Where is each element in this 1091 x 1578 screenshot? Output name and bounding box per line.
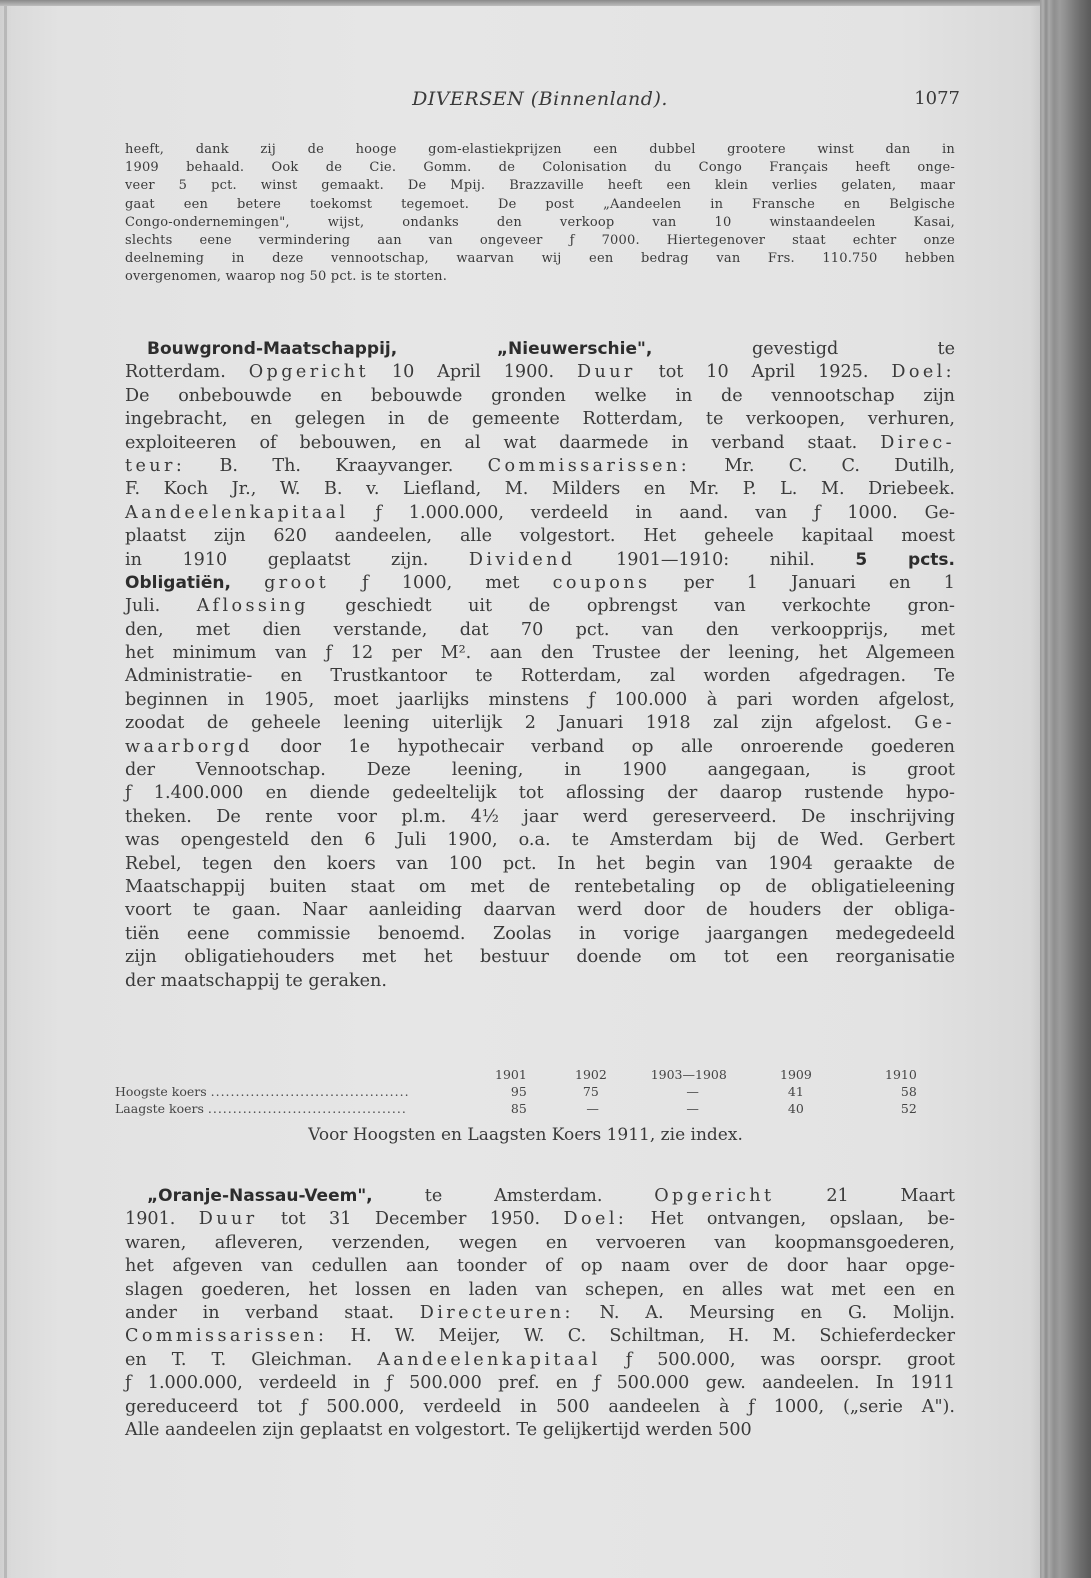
text-run: ƒ 1.400.000 en diende gedeeltelijk tot aflossing der daarop rustende hypo- (125, 783, 955, 804)
company-name: Bouwgrond-Maatschappij, „Nieuwerschie", (147, 339, 752, 359)
text-run: plaatst zijn 620 aandeelen, alle volgestort. Het geheele kapitaal moest (125, 526, 955, 547)
text-run: ƒ 1.000.000, verdeeld in ƒ 500.000 pref. en ƒ 500.000 gew. aandeelen. In 1911 (125, 1373, 955, 1394)
bold-heading: Obligatiën, (125, 572, 231, 593)
page-top-edge (0, 0, 1091, 6)
text-line (125, 1185, 955, 1208)
spaced-keyword: Direc- (880, 432, 955, 453)
text-line (125, 1232, 955, 1255)
text-run: beginnen in 1905, moet jaarlijks minstens ƒ 100.000 à pari worden afgelost, (125, 689, 955, 710)
text-line (125, 432, 955, 455)
text-line (125, 899, 955, 922)
text-run (231, 573, 264, 593)
company-name: „Oranje-Nassau-Veem", (147, 1186, 425, 1206)
text-run: geschiedt uit de opbrengst van verkochte gron- (308, 596, 955, 617)
spaced-keyword: Aandeelenkapitaal (125, 502, 349, 523)
text-run: in 1910 geplaatst zijn. (125, 549, 469, 570)
price-cell: 75 (582, 1084, 599, 1099)
price-cell: — (686, 1084, 699, 1099)
text-line (125, 619, 955, 642)
text-line (125, 970, 955, 993)
text-run: het afgeven van cedullen aan toonder of op naam over de door haar opge- (125, 1256, 955, 1277)
text-line (125, 876, 955, 899)
text-line (125, 759, 955, 782)
text-run: Mr. C. C. Dutilh, (690, 455, 955, 476)
spaced-keyword: Commissarissen: (125, 1326, 328, 1347)
text-run: het minimum van ƒ 12 per M². aan den Trustee der leening, het Algemeen (125, 643, 955, 664)
row-label: Laagste koers ........................................ (115, 1101, 407, 1116)
spaced-keyword: Duur (576, 362, 636, 383)
text-run: 1901. (125, 1209, 199, 1230)
text-line (125, 946, 955, 969)
text-line (125, 1325, 955, 1348)
text-line (125, 385, 955, 408)
text-line (125, 923, 955, 946)
text-run: en T. T. Gleichman. (125, 1349, 378, 1370)
text-line (125, 502, 955, 525)
bold-heading: 5 pcts. (855, 549, 956, 570)
text-line: overgenomen, waarop nog 50 pct. is te storten. (125, 269, 448, 285)
text-line: slechts eene vermindering aan van ongeveer ƒ 7000. Hiertegenover staat echter onze (125, 232, 955, 248)
spaced-keyword: Doel: (563, 1209, 628, 1230)
text-line (125, 689, 955, 712)
text-run: der Vennootschap. Deze leening, in 1900 aangegaan, is groot (125, 760, 955, 781)
spaced-keyword: teur: (125, 455, 186, 476)
text-run: gereduceerd tot ƒ 500.000, verdeeld in 500 aandeelen à ƒ 1000, („serie A"). (125, 1396, 955, 1417)
price-cell: 52 (900, 1101, 917, 1116)
text-line (125, 455, 955, 478)
spaced-keyword: Commissarissen: (487, 455, 691, 476)
book-binding-shadow (1040, 0, 1091, 1578)
text-run: ingebracht, en gelegen in de gemeente Rotterdam, te verkoopen, verhuren, (125, 409, 955, 430)
text-run: ƒ 1.000.000, verdeeld in aand. van ƒ 1000. Ge- (348, 502, 955, 523)
spaced-keyword: groot (264, 572, 330, 593)
text-run: te Amsterdam. (424, 1186, 655, 1206)
text-line (125, 736, 955, 759)
column-header: 1902 (575, 1067, 607, 1082)
price-table-header-row (115, 1066, 917, 1083)
spaced-keyword: Opgericht (654, 1186, 775, 1206)
spaced-keyword: waarborgd (125, 736, 253, 757)
spaced-keyword: Opgericht (248, 362, 369, 383)
text-line: 1909 behaald. Ook de Cie. Gomm. de Colonisation du Congo Français heeft onge- (125, 160, 955, 176)
entry-nieuwerschie (125, 338, 955, 993)
price-cell: 85 (510, 1101, 527, 1116)
text-run: den, met dien verstande, dat 70 pct. van den verkoopprijs, met (125, 619, 955, 640)
text-run: per 1 Januari en 1 (650, 572, 955, 593)
text-line (125, 595, 955, 618)
text-run: Het ontvangen, opslaan, be- (627, 1209, 955, 1230)
text-run: slagen goederen, het lossen en laden van schepen, en alles wat met een en (125, 1279, 955, 1300)
text-run: 1901—1910: nihil. (575, 549, 856, 570)
price-table (115, 1066, 917, 1117)
text-line (125, 1349, 955, 1372)
text-line (125, 361, 955, 384)
text-line: deelneming in deze vennootschap, waarvan wij een bedrag van Frs. 110.750 hebben (125, 251, 955, 267)
text-run: door 1e hypothecair verband op alle onroerende goederen (252, 736, 955, 757)
text-run: H. W. Meijer, W. C. Schiltman, H. M. Schieferdecker (327, 1326, 955, 1347)
text-line (125, 829, 955, 852)
intro-paragraph (125, 141, 955, 287)
text-line (125, 572, 955, 595)
text-run: was opengesteld den 6 Juli 1900, o.a. te Amsterdam bij de Wed. Gerbert (125, 830, 955, 851)
text-line (125, 549, 955, 572)
price-cell: 40 (787, 1101, 804, 1116)
text-run: B. Th. Kraayvanger. (185, 455, 488, 476)
text-run: Rebel, tegen den koers van 100 pct. In het begin van 1904 geraakte de (125, 853, 955, 874)
spaced-keyword: Directeuren: (419, 1302, 574, 1323)
text-run: Administratie- en Trustkantoor te Rotterdam, zal worden afgedragen. Te (125, 666, 955, 687)
text-line (125, 1396, 955, 1419)
text-line (125, 1372, 955, 1395)
spaced-keyword: Aflossing (196, 596, 309, 617)
text-line: gaat een betere toekomst tegemoet. De post „Aandeelen in Fransche en Belgische (125, 196, 955, 212)
entry-oranje-nassau-veem (125, 1185, 955, 1442)
text-line: heeft, dank zij de hooge gom-elastiekprijzen een dubbel grootere winst dan in (125, 142, 955, 157)
price-table-row-low (115, 1100, 917, 1117)
text-line (125, 642, 955, 665)
row-label: Hoogste koers ........................................ (115, 1084, 410, 1099)
text-line (125, 408, 955, 431)
text-run: tiën eene commissie benoemd. Zoolas in vorige jaargangen medegedeeld (125, 923, 955, 944)
spaced-keyword: Duur (198, 1209, 258, 1230)
text-run: Rotterdam. (125, 362, 249, 383)
text-line (125, 1419, 955, 1442)
price-cell: 58 (900, 1084, 917, 1099)
text-line (125, 1255, 955, 1278)
text-run: tot 31 December 1950. (257, 1209, 564, 1230)
text-line (125, 1302, 955, 1325)
column-header: 1901 (495, 1067, 527, 1082)
spaced-keyword: Ge- (914, 713, 955, 734)
price-cell: 95 (510, 1084, 527, 1099)
spaced-keyword: coupons (552, 572, 651, 593)
text-run: Alle aandeelen zijn geplaatst en volgestort. Te gelijkertijd werden 500 (125, 1419, 752, 1440)
price-cell: — (686, 1101, 699, 1116)
price-cell: — (586, 1101, 599, 1116)
text-line (125, 665, 955, 688)
text-run: zijn obligatiehouders met het bestuur doende om tot een reorganisatie (125, 947, 955, 968)
text-run: N. A. Meursing en G. Molijn. (573, 1302, 955, 1323)
text-line (125, 712, 955, 735)
text-run: De onbebouwde en bebouwde gronden welke in de vennootschap zijn (125, 385, 955, 406)
text-line (125, 1279, 955, 1302)
price-cell: 41 (787, 1084, 804, 1099)
spaced-keyword: Dividend (468, 549, 576, 570)
column-header: 1909 (780, 1067, 812, 1082)
text-run: voort te gaan. Naar aanleiding daarvan werd door de houders der obliga- (125, 900, 955, 921)
text-line: veer 5 pct. winst gemaakt. De Mpij. Brazzaville heeft een klein verlies gelaten, maar (125, 178, 955, 194)
column-header: 1910 (885, 1067, 917, 1082)
text-run: gevestigd te (751, 339, 956, 359)
text-run: ander in verband staat. (125, 1302, 420, 1323)
text-run: theken. De rente voor pl.m. 4½ jaar werd gereserveerd. De inschrijving (125, 806, 955, 827)
page-number: 1077 (914, 88, 960, 109)
text-line: Congo-ondernemingen", wijst, ondanks den verkoop van 10 winstaandeelen Kasai, (125, 214, 955, 230)
text-run: 21 Maart (774, 1186, 955, 1206)
text-line (125, 1208, 955, 1231)
running-title: DIVERSEN (Binnenland). (412, 88, 668, 110)
text-line (125, 478, 955, 501)
spaced-keyword: Aandeelenkapitaal (377, 1349, 601, 1370)
text-run: der maatschappij te geraken. (125, 970, 387, 991)
text-run: tot 10 April 1925. (635, 362, 892, 383)
spaced-keyword: Doel: (891, 362, 956, 383)
text-line (125, 782, 955, 805)
price-table-row-high (115, 1083, 917, 1100)
text-run: zoodat de geheele leening uiterlijk 2 Januari 1918 zal zijn afgelost. (125, 713, 915, 734)
text-run: ƒ 500.000, was oorspr. groot (600, 1349, 955, 1370)
text-run: waren, afleveren, verzenden, wegen en vervoeren van koopmansgoederen, (125, 1232, 955, 1253)
page-left-edge (4, 0, 7, 1578)
text-run: ƒ 1000, met (329, 572, 553, 593)
column-header: 1903—1908 (650, 1067, 727, 1082)
text-run: F. Koch Jr., W. B. v. Liefland, M. Milders en Mr. P. L. M. Driebeek. (125, 479, 955, 500)
text-run: Maatschappij buiten staat om met de rentebetaling op de obligatieleening (125, 876, 955, 897)
text-line (125, 525, 955, 548)
text-line (125, 806, 955, 829)
text-run: exploiteeren of bebouwen, en al wat daarmede in verband staat. (125, 432, 881, 453)
text-line (125, 853, 955, 876)
text-line (125, 338, 955, 361)
text-run: Juli. (125, 596, 197, 617)
page-header (120, 86, 960, 116)
price-footnote: Voor Hoogsten en Laagsten Koers 1911, zie index. (308, 1125, 743, 1145)
text-run: 10 April 1900. (369, 362, 577, 383)
